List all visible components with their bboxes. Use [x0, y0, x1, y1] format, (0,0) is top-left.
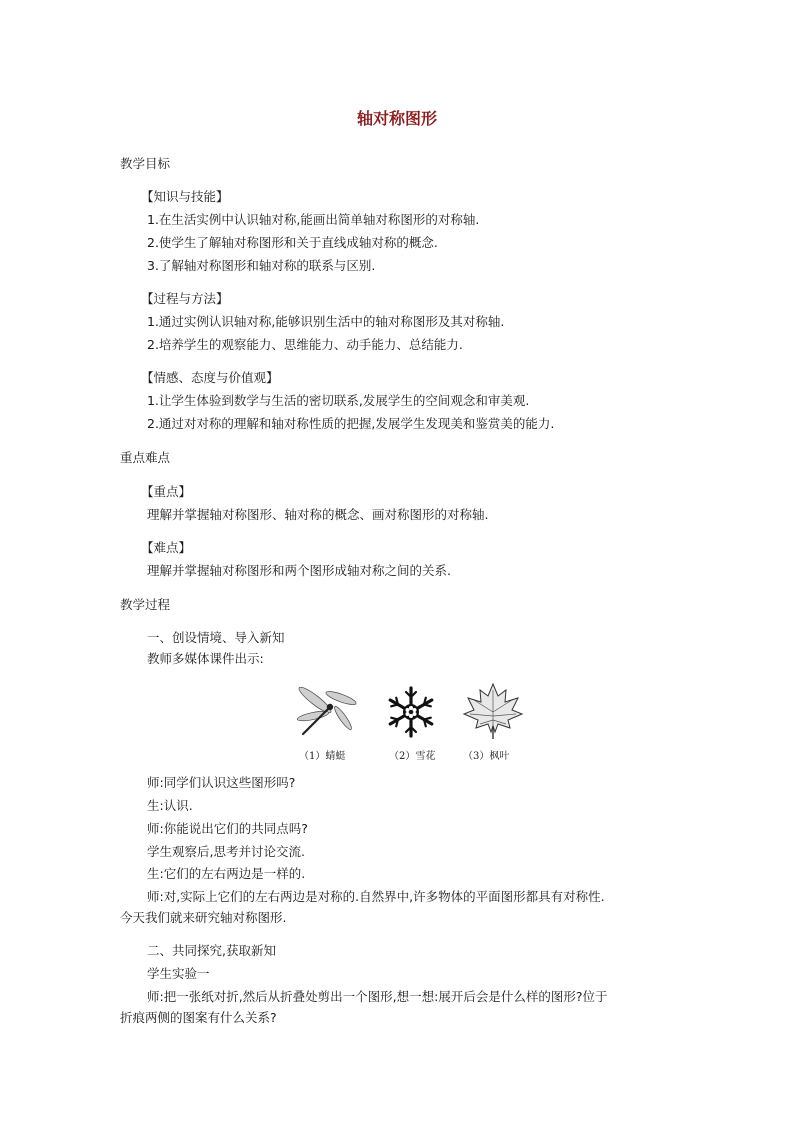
figure-caption-maple-leaf: （3）枫叶: [463, 751, 510, 762]
paragraph-line: 师:同学们认识这些图形吗?: [147, 775, 296, 790]
subheading-emotion-values: 【情感、态度与价值观】: [141, 370, 279, 385]
paragraph-line: 师:对,实际上它们的左右两边是对称的.自然界中,许多物体的平面图形都具有对称性.: [147, 889, 605, 904]
subheading-knowledge-skills: 【知识与技能】: [141, 189, 229, 204]
snowflake-icon: [384, 685, 438, 739]
paragraph-line: 3.了解轴对称图形和轴对称的联系与区别.: [147, 258, 376, 273]
figure-caption-snowflake: （2）雪花: [389, 751, 436, 762]
section-heading-explore: 二、共同探究,获取新知: [147, 943, 276, 958]
paragraph-line: 学生实验一: [147, 966, 210, 981]
paragraph-line: 理解并掌握轴对称图形和两个图形成轴对称之间的关系.: [147, 563, 451, 578]
paragraph-line: 1.在生活实例中认识轴对称,能画出简单轴对称图形的对称轴.: [147, 212, 480, 227]
section-heading-objectives: 教学目标: [120, 156, 171, 171]
paragraph-line: 折痕两侧的图案有什么关系?: [120, 1010, 277, 1025]
paragraph-line: 2.使学生了解轴对称图形和关于直线成轴对称的概念.: [147, 235, 438, 250]
figure-caption-dragonfly: （1）蜻蜓: [299, 751, 346, 762]
paragraph-line: 1.让学生体验到数学与生活的密切联系,发展学生的空间观念和审美观.: [147, 393, 530, 408]
paragraph-line: 一、创设情境、导入新知: [147, 630, 285, 645]
paragraph-line: 2.培养学生的观察能力、思维能力、动手能力、总结能力.: [147, 337, 463, 352]
section-heading-key-points: 重点难点: [120, 450, 171, 465]
section-heading-process: 教学过程: [120, 597, 171, 612]
page-title: 轴对称图形: [356, 109, 437, 128]
paragraph-line: 学生观察后,思考并讨论交流.: [147, 844, 305, 859]
paragraph-line: 今天我们就来研究轴对称图形.: [120, 910, 287, 925]
subheading-process-method: 【过程与方法】: [141, 291, 229, 306]
maple-leaf-icon: [462, 682, 524, 740]
paragraph-line: 师:你能说出它们的共同点吗?: [147, 821, 308, 836]
subheading-key: 【重点】: [141, 484, 192, 499]
paragraph-line: 1.通过实例认识轴对称,能够识别生活中的轴对称图形及其对称轴.: [147, 314, 505, 329]
paragraph-line: 理解并掌握轴对称图形、轴对称的概念、画对称图形的对称轴.: [147, 507, 489, 522]
paragraph-line: 师:把一张纸对折,然后从折叠处剪出一个图形,想一想:展开后会是什么样的图形?位于: [147, 989, 608, 1004]
paragraph-line: 教师多媒体课件出示:: [147, 651, 264, 666]
dragonfly-icon: [295, 686, 361, 736]
paragraph-line: 生:它们的左右两边是一样的.: [147, 866, 306, 881]
paragraph-line: 生:认识.: [147, 798, 193, 813]
paragraph-line: 2.通过对对称的理解和轴对称性质的把握,发展学生发现美和鉴赏美的能力.: [147, 416, 555, 431]
subheading-difficulty: 【难点】: [141, 540, 192, 555]
